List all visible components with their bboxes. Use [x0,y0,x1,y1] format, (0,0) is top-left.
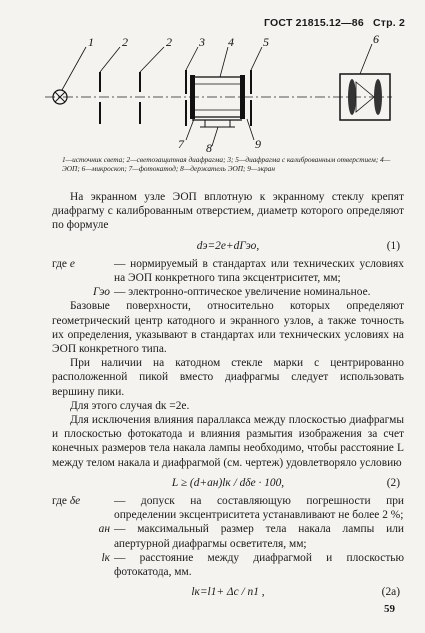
definition-e [52,257,404,285]
page-label: Стр. 2 [372,17,405,29]
definition-symbol: lк [101,551,110,564]
label-5: 5 [263,35,269,49]
equation-1 [52,239,404,253]
equation-1-formula: dэ=2e+dΓэо, [196,239,260,252]
definition-text: — допуск на составляющую погрешности при определении эксцентриситета устанавливают не более 2 %; [114,495,404,522]
equation-2-formula: L ≥ (d+aн)lк / dδe · 100, [171,476,285,489]
definition-gamma [52,285,404,299]
image-tube-body [190,75,245,127]
page-number: 59 [384,603,395,615]
equation-1-number: (1) [386,239,400,252]
label-8: 8 [206,141,212,152]
paragraph-2: Базовые поверхности, относительно которых определяют геометрический центр катодного и экранного узлов, а также точность их определения, указывают в стандартах или технических условиях на ЭОП конкретного типа. [52,300,404,356]
definition-symbol: Γэо [92,286,110,299]
equation-2-number: (2) [386,476,400,489]
label-2a: 2 [122,35,128,49]
definition-text: — нормируемый в стандартах или технических условиях на ЭОП конкретного типа эксцентриситет, мм; [114,257,404,285]
page-header [258,17,405,29]
equation-2a-formula: lк=l1+ Δc / n1 , [191,586,265,599]
definition-prefix: где [52,257,67,270]
standard-number: ГОСТ 21815.12—86 [264,17,364,29]
definition-l [52,551,404,579]
paragraph-5: Для исключения влияния параллакса между плоскостью диафрагмы и плоскостью фотокатода и влияния размытия изображения за счет конечных размеров тела накала лампы необходимо, чтобы расстояние L между телом накала и диафрагмой (см. чертеж) удовлетворяло условию [52,414,404,469]
label-1: 1 [88,35,94,49]
definition-delta [52,494,404,522]
definition-prefix: где [52,495,67,508]
label-4: 4 [228,35,234,49]
definition-symbol: δe [69,495,81,508]
label-6: 6 [373,32,379,46]
definition-text: — электронно-оптическое увеличение номинальное. [114,286,371,299]
paragraph-4: Для этого случая dк =2e. [70,399,190,412]
label-3: 3 [199,35,205,49]
definition-a [52,522,404,550]
definition-text: — расстояние между диафрагмой и плоскостью фотокатода, мм. [114,551,404,579]
equation-2 [52,476,404,490]
equation-2a [52,585,404,599]
definition-symbol: e [69,257,75,270]
figure-caption: 1—источник света; 2—светозащитная диафрагма; 3; 5—диафрагма с калиброванным отверстием; 4—ЭОП; 6—микроскоп; 7—фотокатод; 8—держатель ЭОП; 9—экран [62,155,391,173]
paragraph-3: При наличии на катодном стекле марки с центрированно расположенной пикой вместо диафрагмы следует использовать вершину пики. [52,357,404,398]
paragraph-1: На экранном узле ЭОП вплотную к экранному стеклу крепят диафрагму с калиброванным отверстием, диаметр которого определяют по формуле [52,191,404,232]
definition-text: — максимальный размер тела накала лампы или апертурной диафрагмы осветителя, мм; [114,523,404,550]
label-7: 7 [178,137,184,151]
label-9: 9 [255,137,261,151]
optical-setup-diagram [40,32,410,152]
document-body [52,190,404,603]
label-2b: 2 [166,35,172,49]
definition-symbol: aн [98,523,110,536]
equation-2a-number: (2a) [381,586,400,599]
